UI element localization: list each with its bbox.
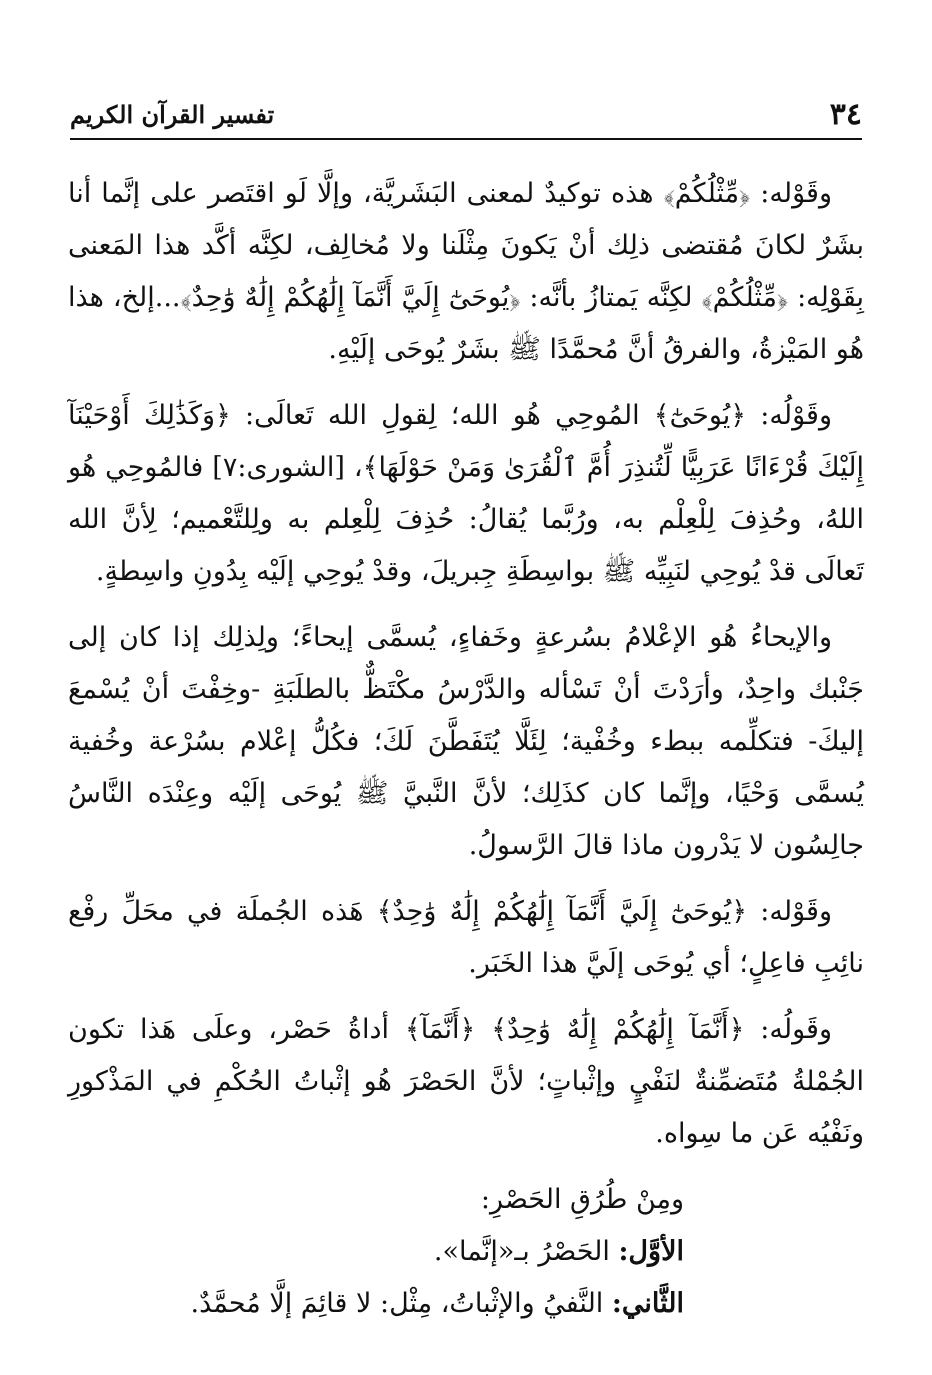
page-header [70,94,862,140]
list-item-label: الأوَّل: [618,1236,684,1267]
page-number: ٣٤ [829,96,862,132]
list-item [68,1278,864,1330]
body-text [68,168,864,1330]
list-item-text: الحَصْرُ بـ«إنَّما». [433,1236,610,1267]
paragraph: وقَوْله: ﴿مِّثْلُكُمْ﴾ هذه توكيدٌ لمعنى البَشَريَّة، وإلَّا لَو اقتَصر على إنَّما أنا بشَرٌ لكانَ مُقتضى ذلِك أنْ يَكونَ مِثْلَنا ولا مُخالِف، لكِنَّه أكَّد هذا المَعنى بِقَوْلِه: ﴿مِّثْلُكُمْ﴾ لكِنَّه يَمتازُ بأنَّه: ﴿يُوحَىٰٓ إِلَيَّ أَنَّمَآ إِلَٰهُكُمْ إِلَٰهٌ وَٰحِدٌ﴾...إلخ، هذا هُو المَيْزةُ، والفرقُ أنَّ مُحمَّدًا ﷺ بشَرٌ يُوحَى إلَيْهِ. [68,178,864,365]
running-title: تفسير القرآن الكريم [70,99,275,129]
paragraph: والإيحاءُ هُو الإعْلامُ بسُرعةٍ وخَفاءٍ، يُسمَّى إيحاءً؛ ولِذلِك إذا كان إلى جَنْبك واحِدٌ، وأرَدْتَ أنْ تَسْأله والدَّرْسُ مكْتَظٌّ بالطلَبَةِ -وخِفْتَ أنْ يُسْمعَ إليكَ- فتكلِّمه ببطء وخُفْية؛ لِئَلَّا يُتَفَطَّنَ لَكَ؛ فكُلُّ إعْلام بسُرْعة وخُفية يُسمَّى وَحْيًا، وإنَّما كان كذَلِك؛ لأنَّ النَّبيَّ ﷺ يُوحَى إلَيْه وعِنْدَه النَّاسُ جالِسُون لا يَدْرون ماذا قالَ الرَّسولُ. [68,622,864,861]
list-item-text: النَّفيُ والإثْباتُ، مِثْل: لا قائِمَ إلَّا مُحمَّدٌ. [190,1288,604,1319]
paragraph: وقَوْلُه: ﴿يُوحَىٰٓ﴾ المُوحِي هُو الله؛ لِقولِ الله تَعالَى: ﴿وَكَذَٰلِكَ أَوْحَيْنَآ إِلَيْكَ قُرْءَانًا عَرَبِيًّا لِّتُنذِرَ أُمَّ ٱلْقُرَىٰ وَمَنْ حَوْلَهَا﴾، [الشورى:٧] فالمُوحِي هُو اللهُ، وحُذِفَ لِلْعِلْم به، ورُبَّما يُقالُ: حُذِفَ لِلْعِلم به ولِلتَّعْميم؛ لِأنَّ الله تَعالَى قدْ يُوحِي لنَبِيِّه ﷺ بواسِطَةِ جِبريلَ، وقدْ يُوحِي إلَيْه بِدُونِ واسِطةٍ. [68,400,865,587]
paragraph: وقَوْله: ﴿يُوحَىٰٓ إِلَيَّ أَنَّمَآ إِلَٰهُكُمْ إِلَٰهٌ وَٰحِدٌ﴾ هَذه الجُملَة في محَلِّ رفْع نائِبِ فاعِلٍ؛ أي يُوحَى إلَيَّ هذا الخَبَر. [68,896,864,979]
list-intro: ومِنْ طُرُقِ الحَصْرِ: [480,1184,684,1215]
list-item [68,1226,864,1278]
paragraph: وقَولُه: ﴿أَنَّمَآ إِلَٰهُكُمْ إِلَٰهٌ وَٰحِدٌ﴾ ﴿أَنَّمَآ﴾ أداةُ حَصْر، وعلَى هَذا تكون الجُمْلةُ مُتَضمِّنةٌ لنَفْيٍ وإثْباتٍ؛ لأنَّ الحَصْرَ هُو إثْباتُ الحُكْمِ في المَذْكورِ ونَفْيُه عَن ما سِواه. [68,1014,864,1149]
list-item-label: الثَّاني: [611,1288,684,1319]
